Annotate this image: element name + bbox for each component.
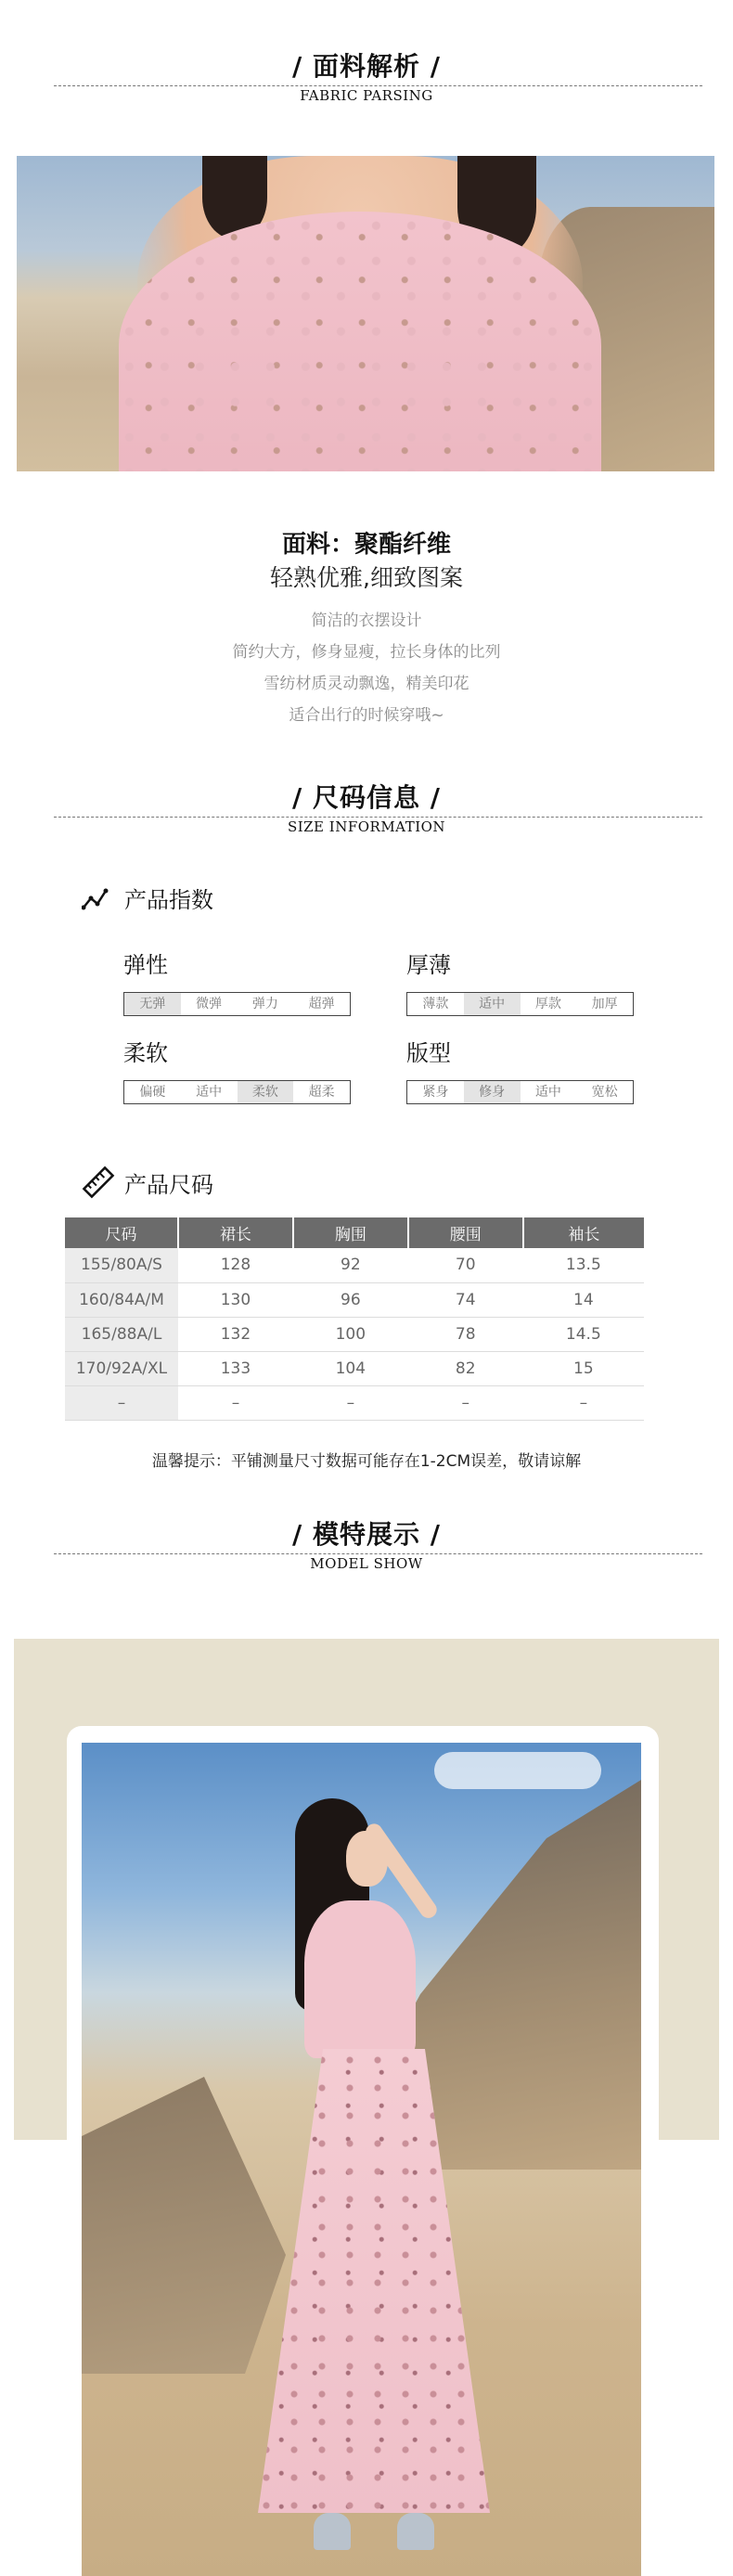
table-cell: 96 [293,1282,408,1317]
scale-option: 薄款 [422,997,449,1011]
table-cell: 14.5 [523,1317,644,1351]
divider [54,1553,702,1554]
table-cell: 128 [178,1248,293,1282]
property-softness [123,1035,351,1104]
fabric-material-subtitle: 轻熟优雅,细致图案 [270,564,463,591]
table-cell: – [293,1385,408,1420]
table-cell: 70 [408,1248,523,1282]
scale-option: 适中 [196,1085,223,1100]
scale-option: 适中 [534,1085,561,1100]
size-section-subtitle: SIZE INFORMATION [287,818,446,835]
divider [54,817,702,818]
size-section-title: / 尺码信息 / [285,778,448,815]
table-header-row [65,1217,644,1248]
table-row [65,1248,644,1282]
table-row [65,1317,644,1351]
column-header: 袖长 [523,1217,644,1248]
fabric-section-header [0,46,733,104]
property-label: 厚薄 [406,952,451,978]
scale-option: 适中 [464,993,521,1015]
property-label: 柔软 [123,1040,168,1066]
table-cell: 13.5 [523,1248,644,1282]
table-row [65,1351,644,1385]
table-cell: – [65,1385,178,1420]
size-section-header [0,778,733,835]
product-size-heading [82,1166,213,1199]
scale-option: 紧身 [422,1085,449,1100]
table-row [65,1282,644,1317]
fabric-line: 雪纺材质灵动飘逸，精美印花 [264,675,469,693]
table-cell: 130 [178,1282,293,1317]
model-photo [82,1743,641,2576]
table-cell: – [408,1385,523,1420]
fabric-line: 适合出行的时候穿哦~ [289,706,444,725]
property-fit [406,1035,634,1104]
property-label: 弹性 [123,952,168,978]
product-index-heading [82,882,213,914]
fabric-description [0,605,733,731]
table-cell: 155/80A/S [65,1248,178,1282]
table-cell: 92 [293,1248,408,1282]
column-header: 裙长 [178,1217,293,1248]
property-thickness [406,947,634,1016]
table-cell: – [523,1385,644,1420]
table-cell: 170/92A/XL [65,1351,178,1385]
scale-option: 无弹 [124,993,181,1015]
scale-option: 加厚 [591,997,618,1011]
scale-option: 宽松 [591,1085,618,1100]
scale-option: 柔软 [238,1081,294,1103]
property-scale [123,1080,351,1104]
fabric-detail-photo [17,156,714,471]
scale-option: 偏硬 [139,1085,166,1100]
model-section-header [0,1514,733,1572]
table-cell: 78 [408,1317,523,1351]
table-cell: 100 [293,1317,408,1351]
table-cell: 82 [408,1351,523,1385]
size-table [65,1217,644,1421]
table-cell: 160/84A/M [65,1282,178,1317]
product-index-label: 产品指数 [124,887,213,913]
scale-option: 厚款 [534,997,561,1011]
property-elasticity [123,947,351,1016]
fabric-material-title: 面料：聚酯纤维 [281,531,451,559]
fabric-section-title: / 面料解析 / [285,46,448,84]
product-size-label: 产品尺码 [124,1171,213,1198]
fabric-section-subtitle: FABRIC PARSING [300,87,433,104]
model-section-subtitle: MODEL SHOW [310,1555,423,1572]
table-row [65,1385,644,1420]
table-cell: 14 [523,1282,644,1317]
table-cell: 133 [178,1351,293,1385]
fabric-line: 简约大方，修身显瘦，拉长身体的比列 [232,643,501,662]
column-header: 尺码 [65,1217,178,1248]
table-cell: 15 [523,1351,644,1385]
scale-option: 修身 [464,1081,521,1103]
fabric-line: 简洁的衣摆设计 [311,612,422,630]
scale-option: 超柔 [308,1085,335,1100]
model-section-title: / 模特展示 / [285,1514,448,1552]
column-header: 腰围 [408,1217,523,1248]
property-scale [406,992,634,1016]
table-cell: 165/88A/L [65,1317,178,1351]
ruler-icon [82,1166,115,1199]
table-cell: 132 [178,1317,293,1351]
table-cell: – [178,1385,293,1420]
property-scale [123,992,351,1016]
property-scale [406,1080,634,1104]
table-cell: 104 [293,1351,408,1385]
property-label: 版型 [406,1040,451,1066]
line-chart-icon [82,885,115,911]
divider [54,85,702,86]
scale-option: 微弹 [196,997,223,1011]
scale-option: 弹力 [251,997,278,1011]
table-cell: 74 [408,1282,523,1317]
column-header: 胸围 [293,1217,408,1248]
scale-option: 超弹 [308,997,335,1011]
measurement-tip: 温馨提示：平铺测量尺寸数据可能存在1-2CM误差，敬请谅解 [151,1452,582,1471]
